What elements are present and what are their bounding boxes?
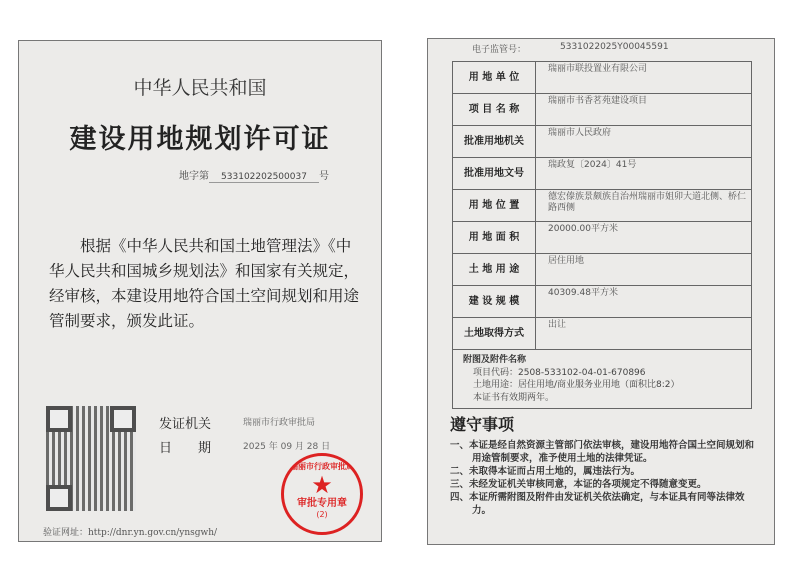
official-seal	[281, 453, 363, 535]
rule-item: 一、本证是经自然资源主管部门依法审核，建设用地符合国土空间规划和用途管制要求，准予使用土地的法律凭证。	[450, 440, 755, 464]
row-label: 用 地 位 置	[453, 190, 536, 222]
row-label: 用 地 面 积	[453, 222, 536, 254]
row-value: 出让	[536, 318, 752, 350]
row-value: 瑞丽市联投置业有限公司	[536, 62, 752, 94]
detail-content	[450, 61, 755, 517]
table-row	[453, 126, 752, 158]
supervision-number: 5331022025Y00045591	[560, 42, 669, 52]
doc-prefix: 地字第	[179, 171, 209, 182]
row-value: 德宏傣族景颇族自治州瑞丽市姐卯大道北侧、桥仁路西侧	[536, 190, 752, 222]
row-label: 建 设 规 模	[453, 286, 536, 318]
row-label: 项 目 名 称	[453, 94, 536, 126]
certificate-detail-page	[427, 38, 775, 545]
rules-list	[450, 439, 755, 517]
row-value: 瑞政复〔2024〕41号	[536, 158, 752, 190]
table-row	[453, 190, 752, 222]
verify-url[interactable]: 验证网址：http://dnr.yn.gov.cn/ynsgwh/	[43, 528, 218, 538]
attachment-item: 本证书有效期两年。	[473, 392, 555, 403]
row-label: 批准用地文号	[453, 158, 536, 190]
date-value: 2025 年 09 月 28 日	[243, 442, 331, 452]
attachment-item: 项目代码：2508-533102-04-01-670896	[473, 367, 646, 378]
table-row	[453, 158, 752, 190]
attachments-title: 附图及附件名称	[463, 355, 527, 365]
attachments-box	[452, 350, 752, 409]
table-row	[453, 94, 752, 126]
doc-suffix: 号	[319, 171, 329, 182]
seal-inner-text: 审批专用章	[297, 498, 347, 509]
row-label: 土地取得方式	[453, 318, 536, 350]
table-row	[453, 254, 752, 286]
row-value: 40309.48平方米	[536, 286, 752, 318]
issuer-label: 发证机关	[159, 417, 212, 432]
rule-item: 四、本证所需附图及附件由发证机关依法确定，与本证具有同等法律效力。	[450, 492, 745, 516]
certificate-body: 根据《中华人民共和国土地管理法》《中华人民共和国城乡规划法》和国家有关规定，经审核，本建设用地符合国土空间规划和用途管制要求，颁发此证。	[49, 237, 360, 330]
table-row	[453, 318, 752, 350]
rule-item: 三、未经发证机关审核同意，本证的各项规定不得随意变更。	[450, 479, 707, 490]
qr-code	[46, 406, 136, 511]
rule-item: 二、未取得本证而占用土地的，属违法行为。	[450, 466, 641, 477]
attachment-item: 土地用途：居住用地/商业服务业用地（面积比8:2）	[473, 380, 680, 390]
row-value: 20000.00平方米	[536, 222, 752, 254]
row-label: 土 地 用 途	[453, 254, 536, 286]
row-label: 批准用地机关	[453, 126, 536, 158]
seal-outer-text: 瑞丽市行政审批局	[290, 462, 354, 471]
seal-number: (2)	[316, 510, 328, 519]
table-row	[453, 62, 752, 94]
row-value: 瑞丽市人民政府	[536, 126, 752, 158]
supervision-label: 电子监管号：	[472, 45, 527, 55]
doc-number: 533102202500037	[209, 172, 319, 183]
row-label: 用 地 单 位	[453, 62, 536, 94]
star-icon: ★	[311, 471, 333, 499]
issuer-value: 瑞丽市行政审批局	[243, 418, 316, 428]
rules-title: 遵守事项	[450, 415, 515, 434]
qr-finder	[110, 406, 136, 432]
land-info-table	[452, 61, 752, 350]
country-heading: 中华人民共和国	[133, 77, 267, 99]
row-value: 居住用地	[536, 254, 752, 286]
certificate-front-page	[18, 40, 382, 542]
table-row	[453, 222, 752, 254]
table-row	[453, 286, 752, 318]
certificate-title: 建设用地规划许可证	[69, 124, 331, 155]
date-label: 日 期	[159, 441, 212, 456]
certificate-number	[179, 167, 329, 183]
row-value: 瑞丽市书香茗苑建设项目	[536, 94, 752, 126]
